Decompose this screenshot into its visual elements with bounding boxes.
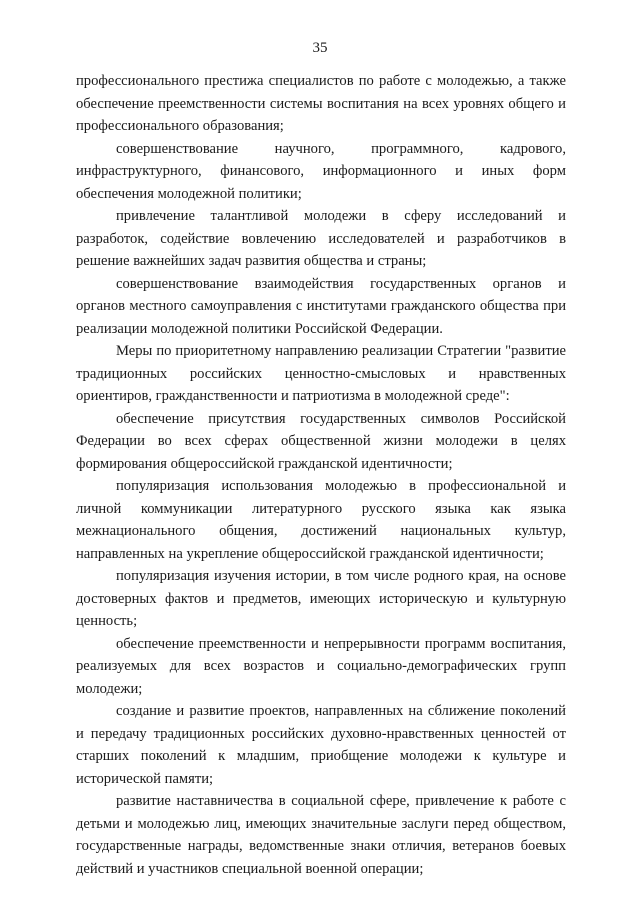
document-body — [76, 70, 566, 880]
paragraph-item: привлечение талантливой молодежи в сферу исследований и разработок, содействие вовлечению исследователей и разработчиков в решение важнейших задач развития общества и страны; — [76, 208, 566, 269]
paragraph-item: обеспечение преемственности и непрерывности программ воспитания, реализуемых для всех возрастов и социально-демографических групп молодежи; — [76, 635, 566, 697]
paragraph-item: совершенствование научного, программного, кадрового, инфраструктурного, финансового, информационного и иных форм обеспечения молодежной политики; — [76, 140, 566, 202]
paragraph-continuation: профессионального престижа специалистов по работе с молодежью, а также обеспечение преемственности системы воспитания на всех уровнях общего и профессионального образования; — [76, 73, 566, 134]
paragraph-item: популяризация изучения истории, в том числе родного края, на основе достоверных фактов и предметов, имеющих историческую и культурную ценность; — [76, 568, 566, 629]
paragraph-item: создание и развитие проектов, направленных на сближение поколений и передачу традиционных российских духовно-нравственных ценностей от старших поколений к младшим, приобщение молодежи к культуре и исторической памяти; — [76, 703, 566, 787]
paragraph-item: развитие наставничества в социальной сфере, привлечение к работе с детьми и молодежью лиц, имеющих значительные заслуги перед обществом, государственные награды, ведомственные знаки отличия, ветеранов боевых действий и участников специальной военной операции; — [76, 793, 566, 877]
paragraph-section-heading: Меры по приоритетному направлению реализации Стратегии "развитие традиционных российских ценностно-смысловых и нравственных ориентиров, гражданственности и патриотизма в молодежной среде": — [76, 343, 566, 404]
paragraph-item: совершенствование взаимодействия государственных органов и органов местного самоуправления с институтами гражданского общества при реализации молодежной политики Российской Федерации. — [76, 275, 566, 337]
paragraph-item: обеспечение присутствия государственных символов Российской Федерации во всех сферах общественной жизни молодежи в целях формирования общероссийской гражданской идентичности; — [76, 410, 566, 472]
page-number: 35 — [312, 40, 328, 56]
paragraph-item: популяризация использования молодежью в профессиональной и личной коммуникации литературного русского языка как языка межнационального общения, достижений национальных культур, направленных на укрепление общероссийской гражданской идентичности; — [76, 478, 566, 562]
